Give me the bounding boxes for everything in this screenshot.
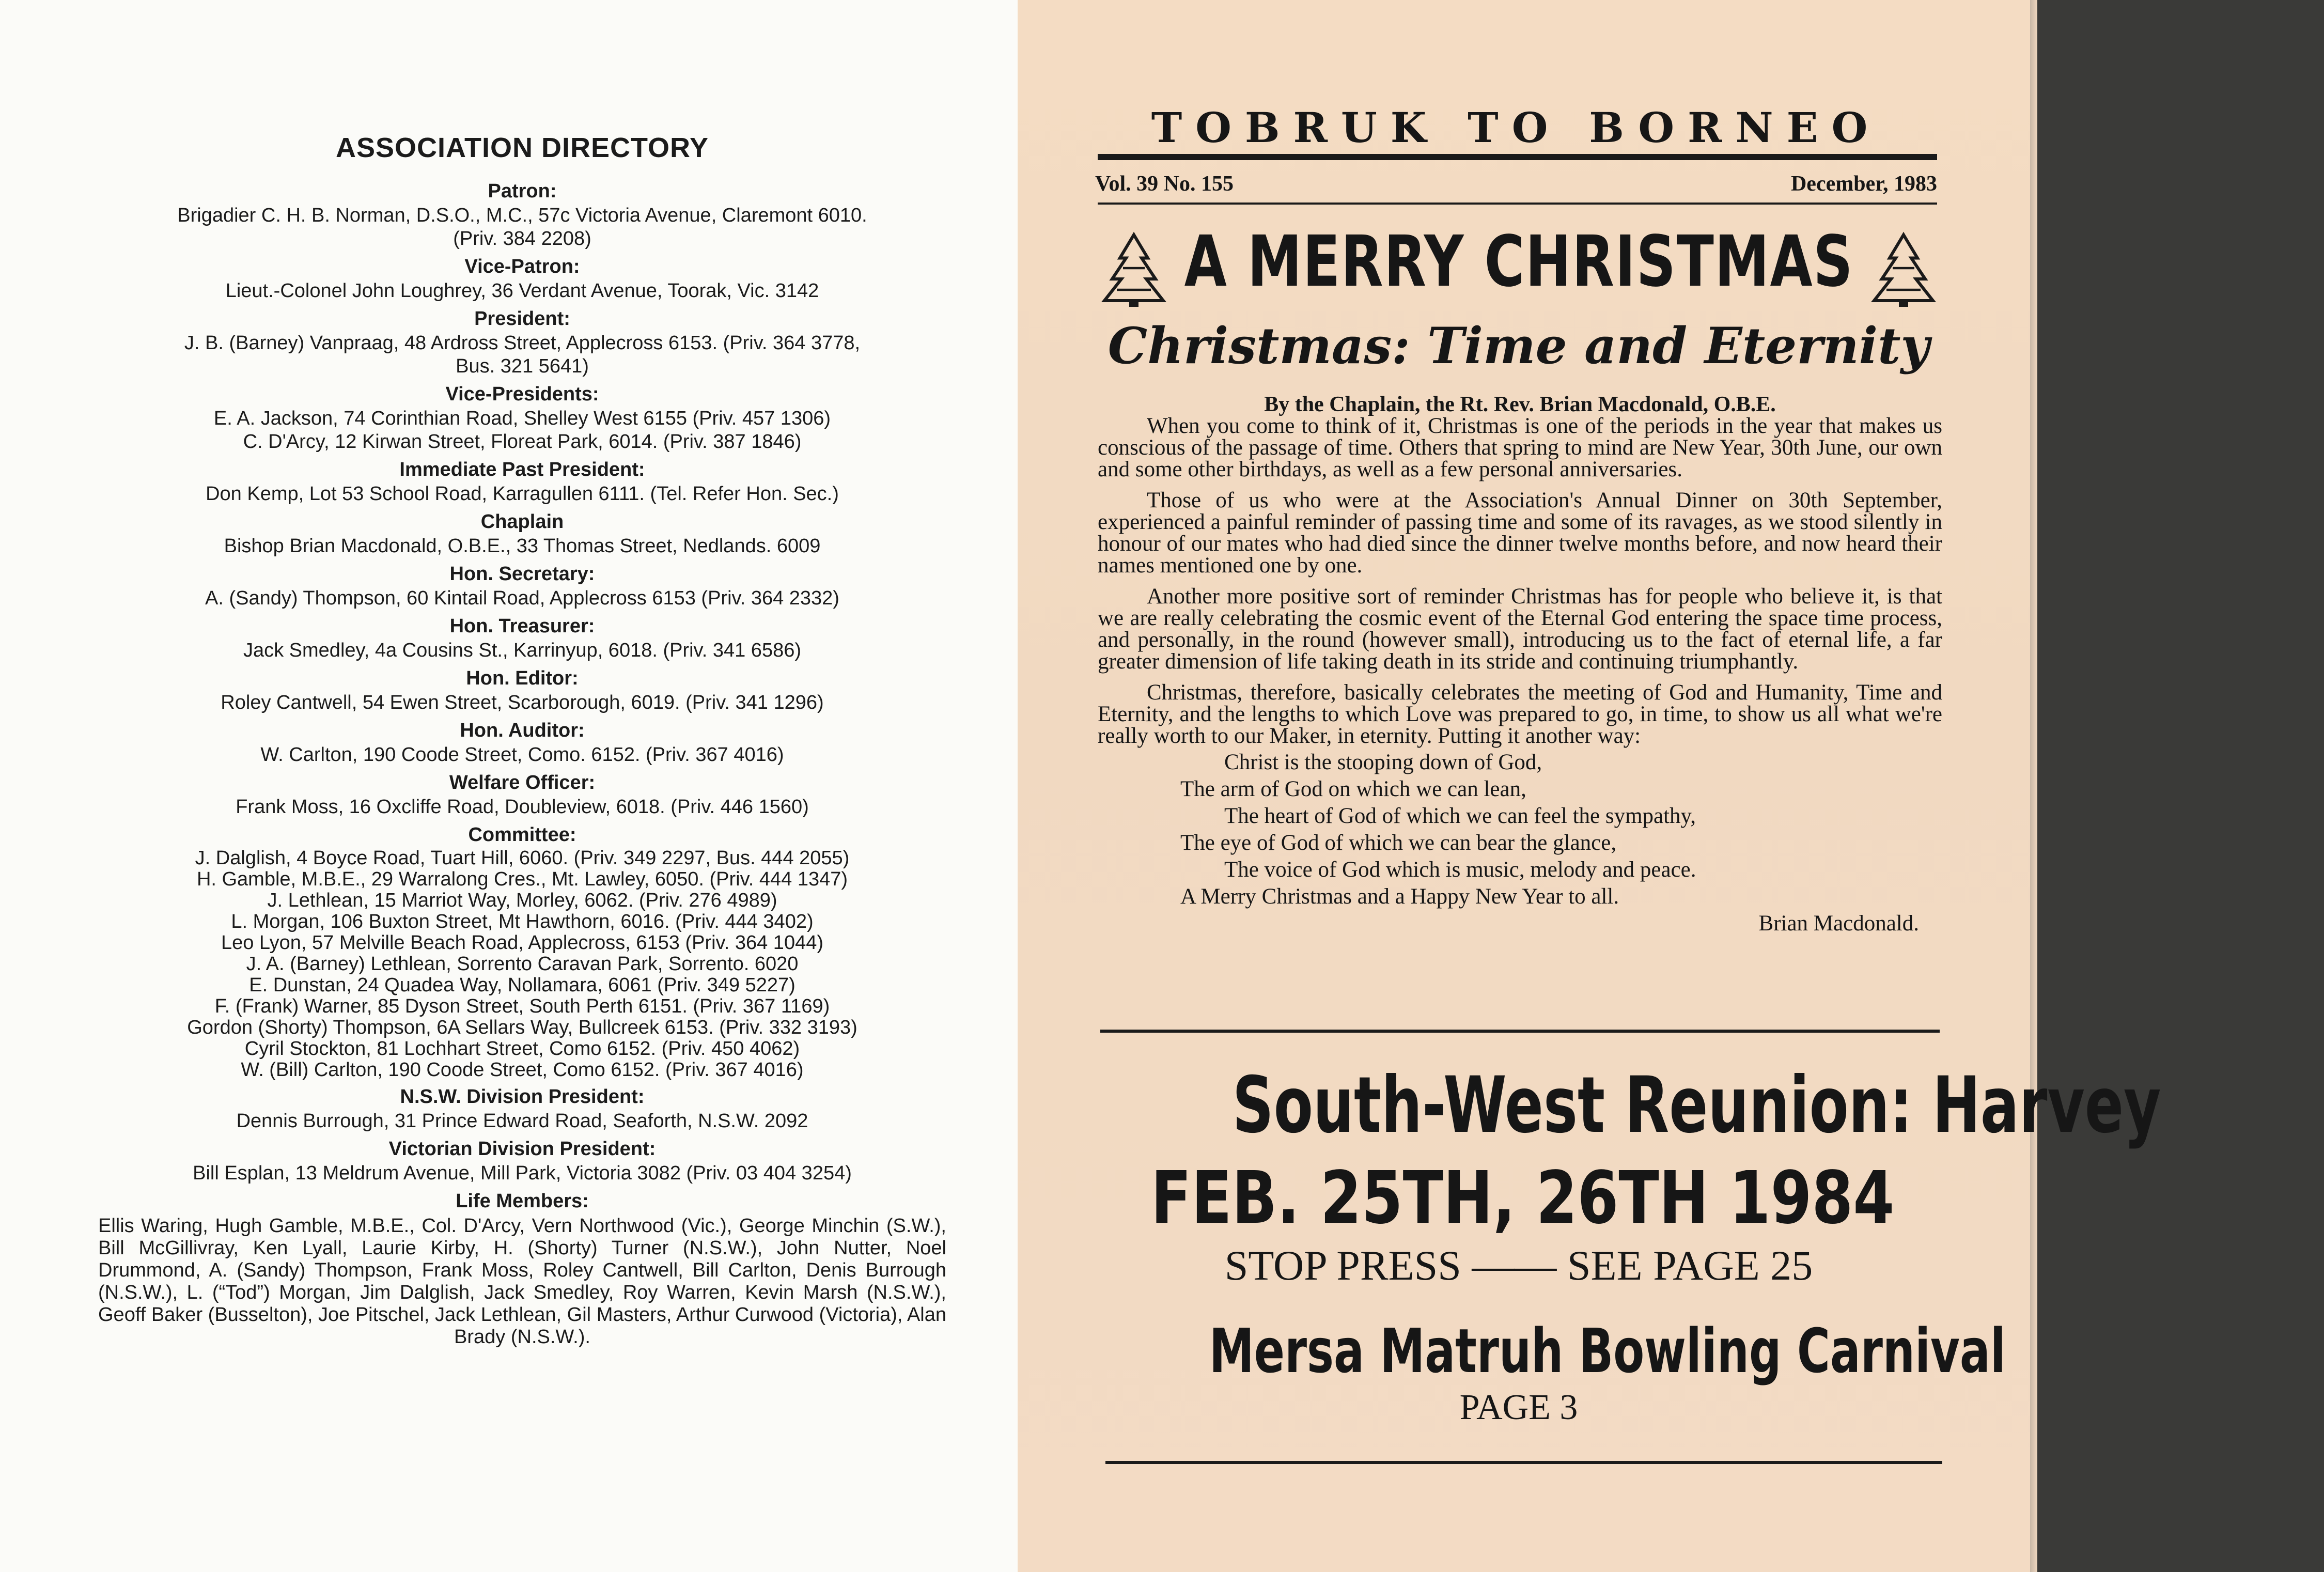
bowling-carnival-text: Mersa Matruh Bowling Carnival xyxy=(1209,1315,2006,1387)
section-heading: Hon. Treasurer: xyxy=(449,615,595,637)
editor-section xyxy=(98,665,946,714)
section-heading: Immediate Past President: xyxy=(399,459,645,480)
section-line: C. D'Arcy, 12 Kirwan Street, Floreat Park, 6014. (Priv. 387 1846) xyxy=(243,431,802,453)
section-line: W. Carlton, 190 Coode Street, Como. 6152. (Priv. 367 4016) xyxy=(260,744,784,766)
section-heading: President: xyxy=(474,308,570,330)
section-line: Brigadier C. H. B. Norman, D.S.O., M.C., 57c Victoria Avenue, Claremont 6010. xyxy=(177,205,867,226)
section-heading: Hon. Auditor: xyxy=(460,720,585,741)
poem xyxy=(1098,749,1942,937)
section-heading: Welfare Officer: xyxy=(449,772,596,793)
section-heading: Vice-Presidents: xyxy=(445,383,599,405)
section-line: Bill Esplan, 13 Meldrum Avenue, Mill Park, Victoria 3082 (Priv. 03 404 3254) xyxy=(193,1162,852,1184)
life-members-list: Ellis Waring, Hugh Gamble, M.B.E., Col. D'Arcy, Vern Northwood (Vic.), George Minchin (S.W.), Bill McGillivray, Ken Lyall, Laurie Kirby, H. (Shorty) Turner (N.S.W.), John Nutter, Noel Drummond, A. (Sandy) Thompson, Frank Moss, Roley Cantwell, Bill Carlton, Denis Burrough (N.S.W.), L. (“Tod”) Morgan, Jim Dalglish, Jack Smedley, Roy Warren, Kevin Marsh (N.S.W.), Geoff Baker (Busselton), Joe Pitschel, Jack Lethlean, Gil Masters, Arthur Curwood (Victoria), Alan Brady (N.S.W.). xyxy=(98,1215,946,1348)
secretary-section xyxy=(98,561,946,610)
poem-line: The heart of God of which we can feel the sympathy, xyxy=(1224,804,1696,828)
committee-member: F. (Frank) Warner, 85 Dyson Street, South Perth 6151. (Priv. 367 1169) xyxy=(214,995,830,1017)
section-line: Lieut.-Colonel John Loughrey, 36 Verdant Avenue, Toorak, Vic. 3142 xyxy=(225,280,819,302)
article-signature: Brian Macdonald. xyxy=(1758,911,1919,936)
section-heading: Patron: xyxy=(488,180,557,202)
issue-date: December, 1983 xyxy=(1790,172,1937,196)
reunion-date-text: FEB. 25TH, 26TH 1984 xyxy=(1150,1156,1895,1240)
treasurer-section xyxy=(98,613,946,662)
poem-line: The arm of God on which we can lean, xyxy=(1180,777,1526,801)
committee-member: H. Gamble, M.B.E., 29 Warralong Cres., Mt. Lawley, 6050. (Priv. 444 1347) xyxy=(196,868,848,890)
volume-number: Vol. 39 No. 155 xyxy=(1095,172,1234,196)
welfare-officer-section xyxy=(98,770,946,819)
section-line: Dennis Burrough, 31 Prince Edward Road, Seaforth, N.S.W. 2092 xyxy=(236,1110,808,1132)
section-line: Roley Cantwell, 54 Ewen Street, Scarborough, 6019. (Priv. 341 1296) xyxy=(221,692,824,713)
poem-line: A Merry Christmas and a Happy New Year to all. xyxy=(1180,884,1619,909)
chaplain-article xyxy=(1098,394,1942,937)
section-heading: N.S.W. Division President: xyxy=(400,1086,645,1108)
section-heading: Hon. Editor: xyxy=(466,667,579,689)
reunion-date xyxy=(1069,1152,1968,1245)
section-line: Frank Moss, 16 Oxcliffe Road, Doubleview, 6018. (Priv. 446 1560) xyxy=(236,796,809,818)
section-line: Bus. 321 5641) xyxy=(456,355,589,377)
directory-title: ASSOCIATION DIRECTORY xyxy=(335,132,709,163)
christmas-tree-icon xyxy=(1095,231,1173,308)
committee-member: J. Dalglish, 4 Boyce Road, Tuart Hill, 6060. (Priv. 349 2297, Bus. 444 2055) xyxy=(195,847,850,869)
committee-member: L. Morgan, 106 Buxton Street, Mt Hawthorn, 6016. (Priv. 444 3402) xyxy=(231,911,814,932)
issue-rule xyxy=(1098,203,1937,205)
section-line: A. (Sandy) Thompson, 60 Kintail Road, Applecross 6153 (Priv. 364 2332) xyxy=(205,587,839,609)
past-president-section xyxy=(98,457,946,506)
section-line: J. B. (Barney) Vanpraag, 48 Ardross Street, Applecross 6153. (Priv. 364 3778, xyxy=(184,332,861,354)
page-edge xyxy=(2030,0,2037,1572)
association-directory-page xyxy=(0,0,1018,1572)
committee-member: Gordon (Shorty) Thompson, 6A Sellars Way, Bullcreek 6153. (Priv. 332 3193) xyxy=(187,1017,857,1038)
section-line: Jack Smedley, 4a Cousins St., Karrinyup, 6018. (Priv. 341 6586) xyxy=(243,640,801,661)
bowling-carnival-page: PAGE 3 xyxy=(1459,1388,1578,1427)
committee-member: W. (Bill) Carlton, 190 Coode Street, Como 6152. (Priv. 367 4016) xyxy=(241,1059,804,1081)
headline-text: A MERRY CHRISTMAS xyxy=(1184,221,1853,303)
bottom-rule xyxy=(1105,1461,1942,1464)
christmas-headline xyxy=(1069,223,1968,306)
section-heading: Victorian Division President: xyxy=(388,1138,656,1160)
article-paragraph: Those of us who were at the Association's Annual Dinner on 30th September, experienced a painful reminder of passing time and some of its ravages, as we stood silently in honour of our mates who had died since the dinner twelve months before, and now heard their names mentioned one by one. xyxy=(1098,488,1942,578)
committee-section xyxy=(98,822,946,1081)
stop-press-notice: STOP PRESS —— SEE PAGE 25 xyxy=(1224,1242,1813,1289)
reunion-headline-text: South-West Reunion: Harvey xyxy=(1232,1061,2161,1150)
victorian-division-section xyxy=(98,1136,946,1185)
poem-line: The eye of God of which we can bear the glance, xyxy=(1180,831,1617,855)
vice-presidents-section xyxy=(98,381,946,454)
committee-member: J. A. (Barney) Lethlean, Sorrento Caravan Park, Sorrento. 6020 xyxy=(246,953,799,975)
committee-member: Cyril Stockton, 81 Lochhart Street, Como 6152. (Priv. 450 4062) xyxy=(244,1038,800,1060)
christmas-tree-icon xyxy=(1865,231,1942,308)
bowling-carnival-headline xyxy=(1069,1312,2006,1390)
committee-member: E. Dunstan, 24 Quadea Way, Nollamara, 6061 (Priv. 349 5227) xyxy=(249,974,796,996)
section-heading: Hon. Secretary: xyxy=(449,563,595,585)
committee-member: Leo Lyon, 57 Melville Beach Road, Applecross, 6153 (Priv. 364 1044) xyxy=(221,932,824,954)
section-heading: Vice-Patron: xyxy=(464,256,580,277)
section-line: (Priv. 384 2208) xyxy=(453,228,591,250)
president-section xyxy=(98,306,946,378)
section-line: Bishop Brian Macdonald, O.B.E., 33 Thomas Street, Nedlands. 6009 xyxy=(224,535,821,557)
poem-line: Christ is the stooping down of God, xyxy=(1224,750,1542,774)
article-paragraph: Christmas, therefore, basically celebrates the meeting of God and Humanity, Time and Eternity, and the lengths to which Love was prepared to go, in time, to show us all what we're really worth to our Maker, in eternity. Putting it another way: xyxy=(1098,680,1942,748)
chaplain-section xyxy=(98,509,946,558)
section-line: E. A. Jackson, 74 Corinthian Road, Shelley West 6155 (Priv. 457 1306) xyxy=(213,408,831,429)
article-byline: By the Chaplain, the Rt. Rev. Brian Macdonald, O.B.E. xyxy=(1264,393,1776,416)
vice-patron-section xyxy=(98,254,946,303)
life-members-section xyxy=(98,1188,946,1348)
article-paragraph: When you come to think of it, Christmas is one of the periods in the year that makes us conscious of the passage of time. Others that spring to mind are New Year, 30th June, our own and some other birthdays, as well as a few personal anniversaries. xyxy=(1098,414,1942,481)
article-subheadline: Christmas: Time and Eternity xyxy=(1108,317,1930,375)
article-paragraph: Another more positive sort of reminder Christmas has for people who believe it, is that we are really celebrating the cosmic event of the Eternal God entering the space time process, and personally, in the round (however small), introducing us to the fact of eternal life, a far greater dimension of life taking death in its stride and continuing triumphantly. xyxy=(1098,584,1942,674)
poem-line: The voice of God which is music, melody and peace. xyxy=(1224,858,1696,882)
masthead-top-rule xyxy=(1098,154,1937,158)
section-heading: Chaplain xyxy=(480,511,564,533)
section-heading: Committee: xyxy=(468,824,576,846)
section-line: Don Kemp, Lot 53 School Road, Karragullen 6111. (Tel. Refer Hon. Sec.) xyxy=(206,483,839,505)
patron-section xyxy=(98,178,946,251)
masthead-rule xyxy=(1098,158,1937,160)
section-divider xyxy=(1100,1030,1940,1033)
masthead-title: TOBRUK TO BORNEO xyxy=(1151,103,1881,152)
newsletter-front-page xyxy=(1018,0,2161,1572)
reunion-headline xyxy=(1069,1054,2161,1157)
nsw-division-section xyxy=(98,1084,946,1133)
section-heading: Life Members: xyxy=(456,1190,589,1212)
auditor-section xyxy=(98,718,946,767)
committee-member: J. Lethlean, 15 Marriot Way, Morley, 6062. (Priv. 276 4989) xyxy=(267,890,777,911)
